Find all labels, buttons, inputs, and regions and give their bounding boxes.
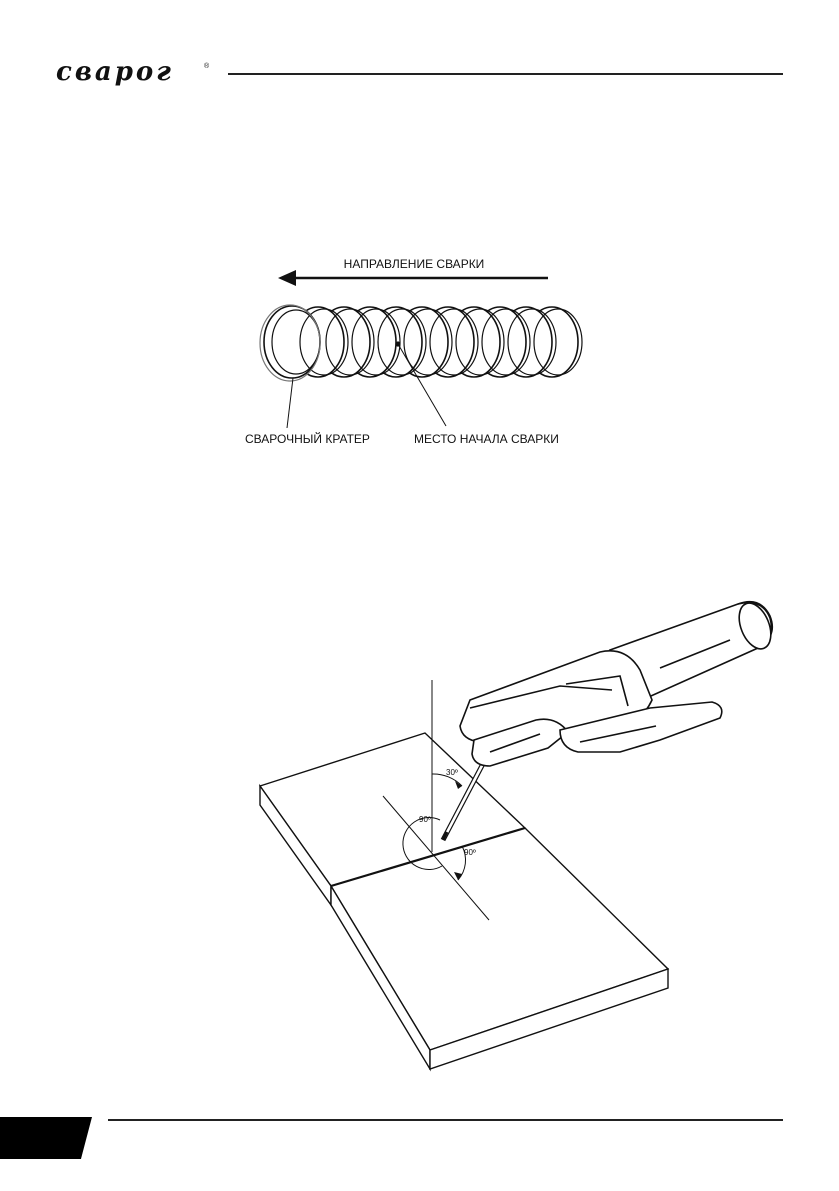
angle-90-left-label: 90º bbox=[419, 815, 431, 824]
electrode-holder bbox=[460, 599, 777, 766]
footer-rule bbox=[108, 1119, 783, 1121]
workpiece-plates bbox=[260, 733, 668, 1069]
crater-leader-line bbox=[287, 378, 293, 428]
electrode-angle-diagram bbox=[0, 560, 839, 1100]
crater-label: СВАРОЧНЫЙ КРАТЕР bbox=[245, 432, 370, 446]
start-label: МЕСТО НАЧАЛА СВАРКИ bbox=[414, 432, 559, 446]
direction-label: НАПРАВЛЕНИЕ СВАРКИ bbox=[343, 257, 485, 271]
angle-90-right-label: 90º bbox=[464, 848, 476, 857]
direction-arrow-head-icon bbox=[278, 270, 296, 286]
registered-mark-icon: ® bbox=[204, 63, 210, 70]
footer-page-tab bbox=[0, 1117, 92, 1159]
angle-30-label: 30º bbox=[446, 768, 458, 777]
weld-seam-diagram bbox=[0, 0, 839, 520]
brand-logo-text: сварог bbox=[56, 58, 174, 86]
